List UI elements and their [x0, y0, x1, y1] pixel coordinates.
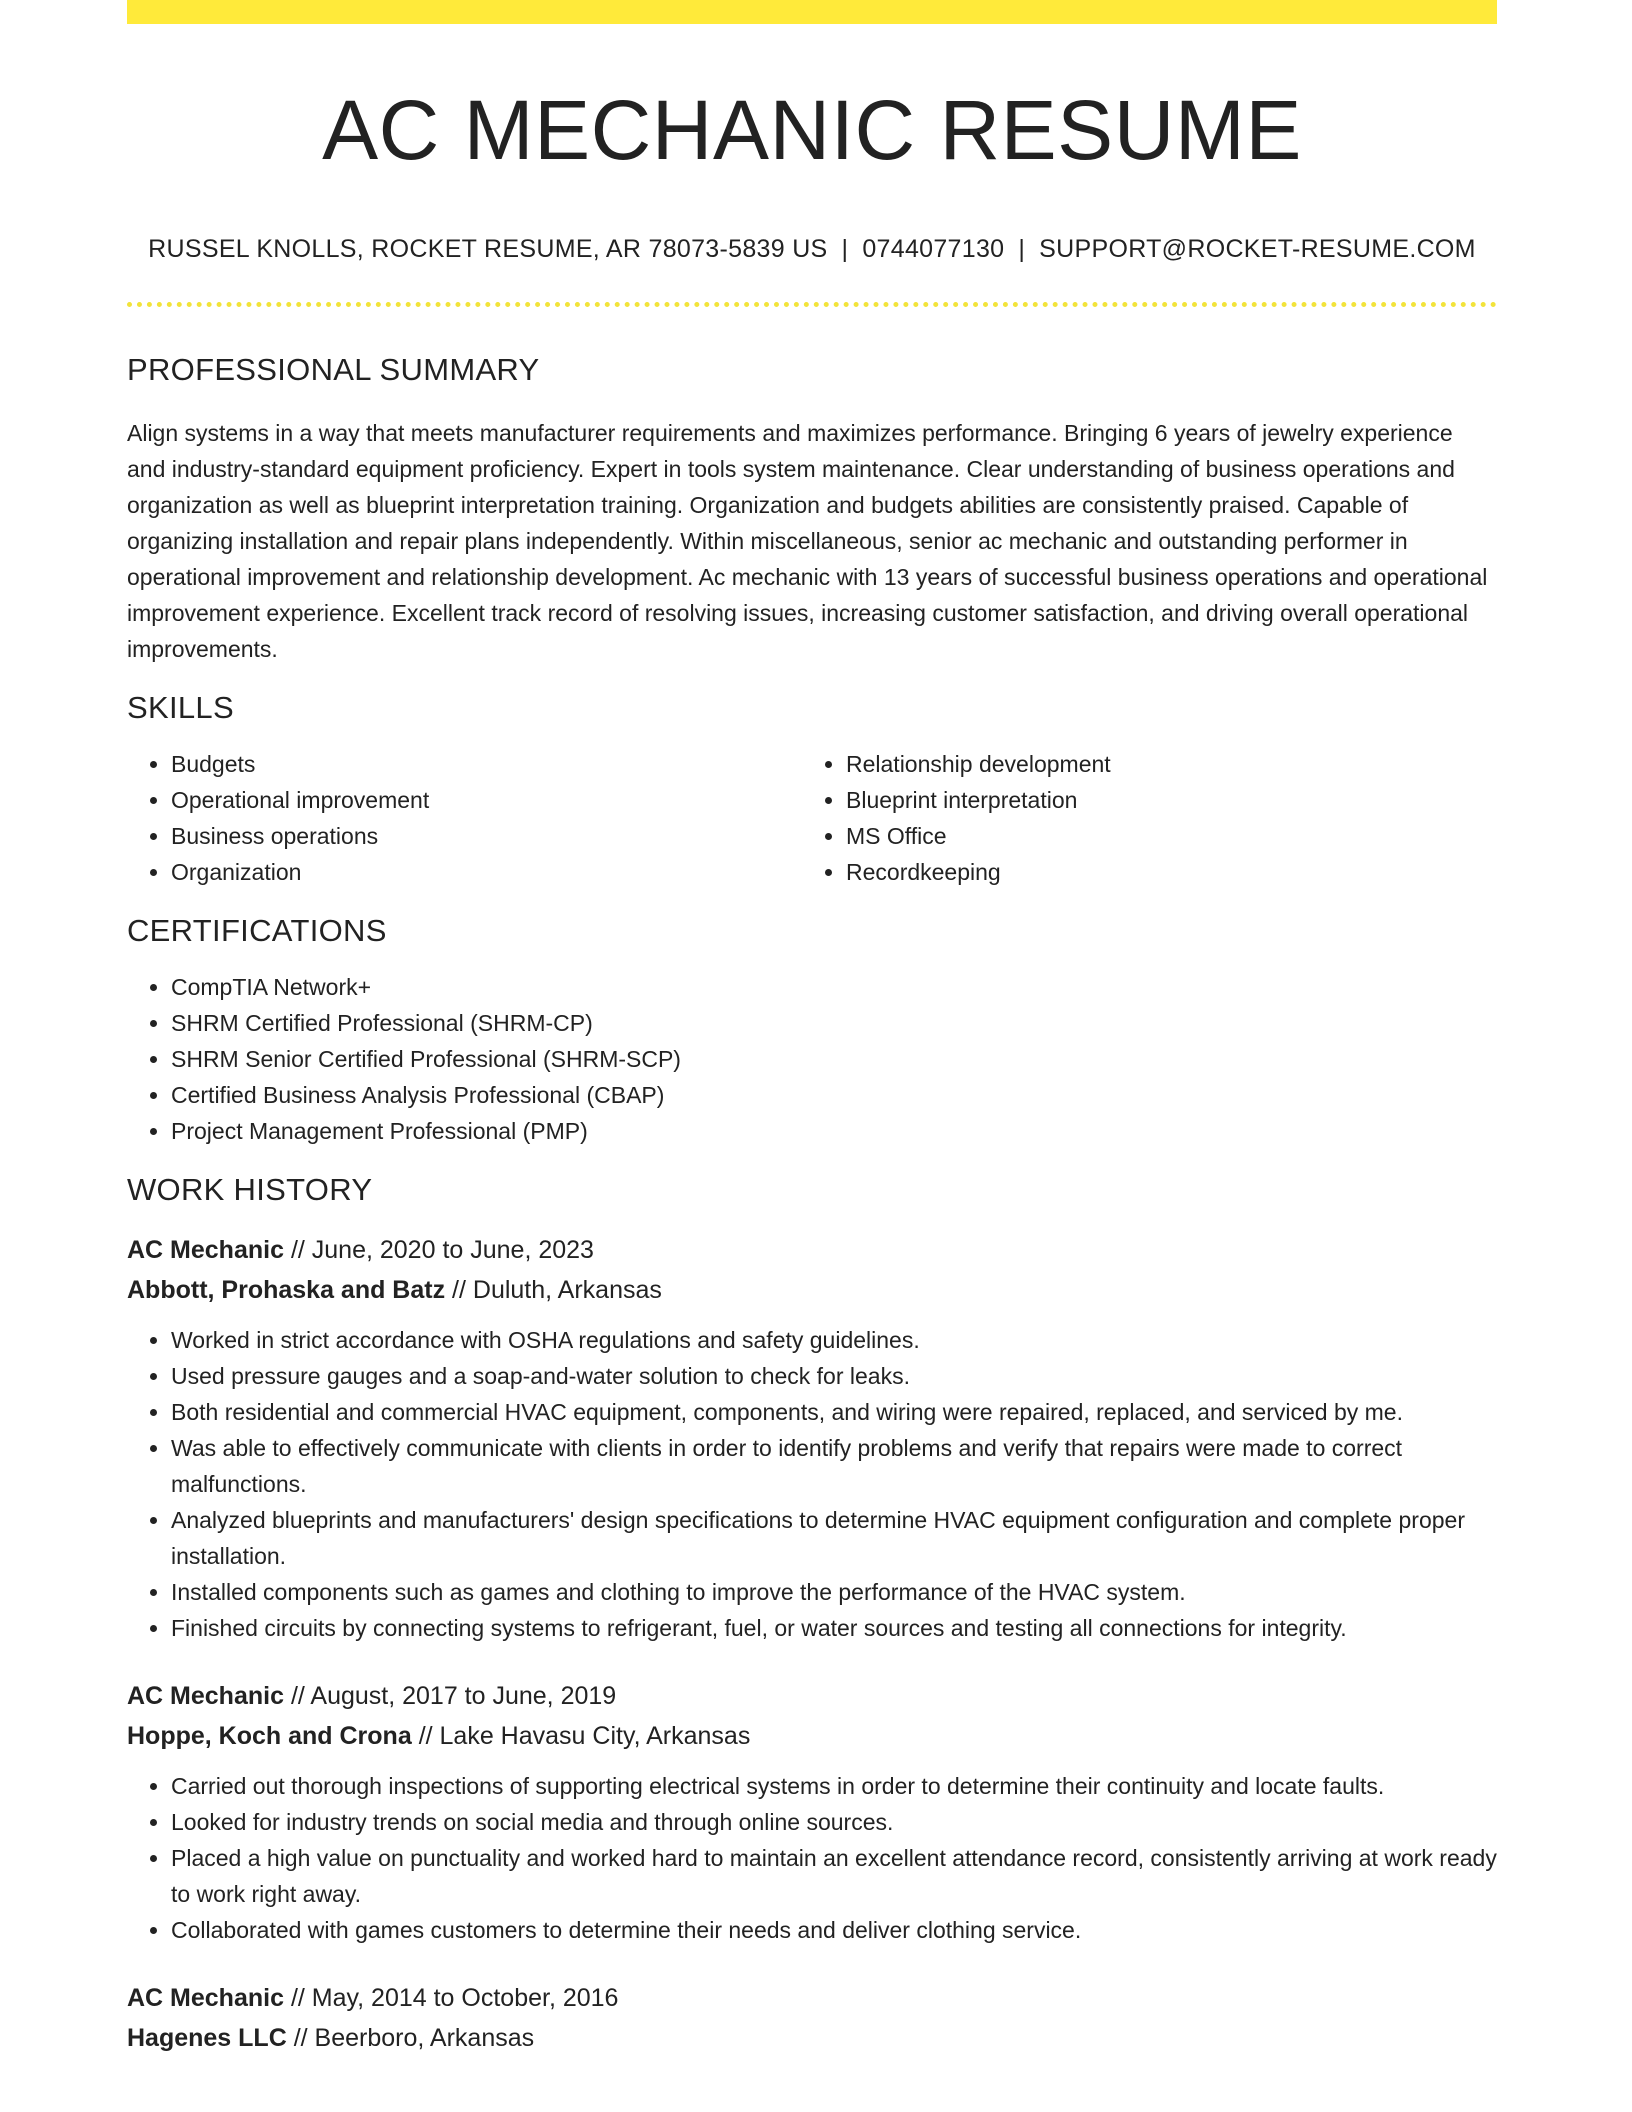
skills-list-right	[802, 746, 1477, 890]
skill-item: • Blueprint interpretation	[846, 782, 1477, 818]
job-location: // Lake Havasu City, Arkansas	[418, 1722, 751, 1751]
job-duty: • Worked in strict accordance with OSHA regulations and safety guidelines.	[171, 1322, 1497, 1358]
job-location: // Beerboro, Arkansas	[293, 2024, 535, 2053]
skill-item: • Business operations	[171, 818, 802, 854]
job-title-line	[127, 1676, 1497, 1716]
skill-item: • Budgets	[171, 746, 802, 782]
certification-item: • CompTIA Network+	[171, 969, 1497, 1005]
job-duty: • Looked for industry trends on social media and through online sources.	[171, 1804, 1497, 1840]
summary-heading: PROFESSIONAL SUMMARY	[127, 352, 540, 388]
contact-address: RUSSEL KNOLLS, ROCKET RESUME, AR 78073-5839 US	[148, 235, 828, 264]
resume-page	[127, 0, 1497, 2058]
job-location: // Duluth, Arkansas	[452, 1276, 662, 1305]
skills-columns	[127, 746, 1497, 890]
job-duty: • Collaborated with games customers to determine their needs and deliver clothing service.	[171, 1912, 1497, 1948]
job-entry	[127, 1676, 1497, 1948]
skills-list-left	[127, 746, 802, 890]
job-company: Hoppe, Koch and Crona	[127, 1722, 412, 1751]
work-history-heading: WORK HISTORY	[127, 1171, 373, 1207]
certification-item: • Project Management Professional (PMP)	[171, 1113, 1497, 1149]
job-duty: • Both residential and commercial HVAC equipment, components, and wiring were repaired, replaced, and serviced by me.	[171, 1394, 1497, 1430]
job-title: AC Mechanic	[127, 1236, 284, 1265]
job-title-line	[127, 1230, 1497, 1270]
certification-item: • Certified Business Analysis Professional (CBAP)	[171, 1077, 1497, 1113]
job-duty: • Analyzed blueprints and manufacturers' design specifications to determine HVAC equipment configuration and complete proper installation.	[171, 1502, 1497, 1574]
contact-email: SUPPORT@ROCKET-RESUME.COM	[1039, 235, 1476, 264]
job-duties-list	[127, 1322, 1497, 1646]
work-history-section	[127, 1171, 1497, 2058]
skill-item: • Organization	[171, 854, 802, 890]
certification-item: • SHRM Certified Professional (SHRM-CP)	[171, 1005, 1497, 1041]
job-entry	[127, 1978, 1497, 2058]
job-duty: • Carried out thorough inspections of supporting electrical systems in order to determine their continuity and locate faults.	[171, 1768, 1497, 1804]
job-duty: • Was able to effectively communicate with clients in order to identify problems and verify that repairs were made to correct malfunctions.	[171, 1430, 1497, 1502]
summary-section	[127, 351, 1497, 666]
job-company-line	[127, 1716, 1497, 1756]
contact-separator: |	[841, 235, 849, 264]
job-duty: • Placed a high value on punctuality and worked hard to maintain an excellent attendance record, consistently arriving at work ready to work right away.	[171, 1840, 1497, 1912]
skill-item: • Relationship development	[846, 746, 1477, 782]
skills-heading: SKILLS	[127, 689, 234, 725]
job-company: Abbott, Prohaska and Batz	[127, 1276, 446, 1305]
certification-item: • SHRM Senior Certified Professional (SHRM-SCP)	[171, 1041, 1497, 1077]
skill-item: • MS Office	[846, 818, 1477, 854]
job-duty: • Finished circuits by connecting systems to refrigerant, fuel, or water sources and testing all connections for integrity.	[171, 1610, 1497, 1646]
summary-text: Align systems in a way that meets manufacturer requirements and maximizes performance. Bringing 6 years of jewelry experience and industry-standard equipment proficiency. Expert in tools system maintenance. Clear understanding of business operations and organization as well as blueprint interpretation training. Organization and budgets abilities are consistently praised. Capable of organizing installation and repair plans independently. Within miscellaneous, senior ac mechanic and outstanding performer in operational improvement and relationship development. Ac mechanic with 13 years of successful business operations and operational improvement experience. Excellent track record of resolving issues, increasing customer satisfaction, and driving overall operational improvements.	[127, 419, 1488, 662]
job-company-line	[127, 2018, 1497, 2058]
job-dates: // May, 2014 to October, 2016	[290, 1984, 619, 2013]
job-title-line	[127, 1978, 1497, 2018]
job-dates: // August, 2017 to June, 2019	[290, 1682, 617, 1711]
job-title: AC Mechanic	[127, 1682, 284, 1711]
job-company: Hagenes LLC	[127, 2024, 287, 2053]
job-company-line	[127, 1270, 1497, 1310]
skill-item: • Operational improvement	[171, 782, 802, 818]
job-duty: • Used pressure gauges and a soap-and-water solution to check for leaks.	[171, 1358, 1497, 1394]
skills-section	[127, 689, 1497, 890]
skill-item: • Recordkeeping	[846, 854, 1477, 890]
job-title: AC Mechanic	[127, 1984, 284, 2013]
job-duty: • Installed components such as games and clothing to improve the performance of the HVAC system.	[171, 1574, 1497, 1610]
contact-separator: |	[1018, 235, 1026, 264]
certifications-heading: CERTIFICATIONS	[127, 912, 387, 948]
job-dates: // June, 2020 to June, 2023	[290, 1236, 594, 1265]
page-title: AC MECHANIC RESUME	[322, 83, 1302, 177]
dotted-divider	[127, 302, 1497, 307]
accent-bar	[127, 0, 1497, 24]
job-entry	[127, 1230, 1497, 1646]
contact-line	[127, 234, 1497, 264]
certifications-list	[127, 969, 1497, 1149]
contact-phone: 0744077130	[862, 235, 1005, 264]
certifications-section	[127, 912, 1497, 1149]
job-duties-list	[127, 1768, 1497, 1948]
